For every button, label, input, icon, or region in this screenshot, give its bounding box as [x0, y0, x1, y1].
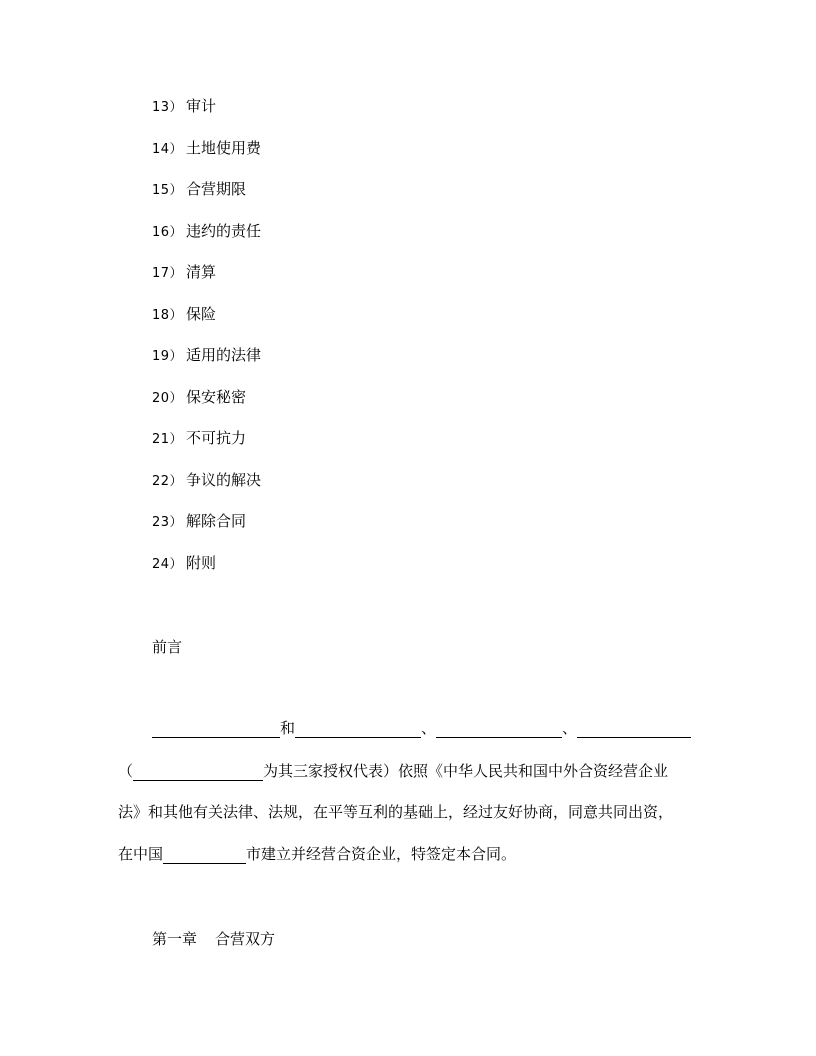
toc-item-number: 16） — [152, 224, 184, 240]
toc-item-label: 土地使用费 — [186, 138, 262, 157]
toc-item-label: 清算 — [186, 263, 217, 281]
toc-item-label: 保险 — [186, 304, 217, 323]
preface-line-4 — [118, 844, 516, 864]
toc-item-number: 19） — [152, 349, 184, 364]
toc-item — [152, 387, 261, 429]
toc-item — [152, 221, 261, 263]
toc-item-number: 18） — [152, 307, 184, 323]
line-text: 法》和其他有关法律、法规，在平等互利的基础上，经过友好协商，同意共同出资， — [118, 803, 674, 821]
separator: 、 — [562, 719, 578, 737]
separator: 、 — [421, 719, 437, 737]
representative-blank[interactable] — [133, 763, 263, 781]
toc-item-label: 争议的解决 — [186, 470, 262, 489]
toc-item — [152, 470, 261, 512]
toc-item — [152, 96, 261, 138]
chapter-number: 第一章 — [152, 930, 198, 948]
toc-item — [152, 511, 261, 553]
toc-item-number: 23） — [152, 515, 184, 530]
table-of-contents — [152, 96, 261, 594]
toc-item-number: 24） — [152, 556, 184, 572]
toc-item-label: 审计 — [186, 97, 217, 115]
toc-item-number: 17） — [152, 266, 184, 281]
toc-item — [152, 262, 261, 304]
toc-item-label: 违约的责任 — [186, 221, 262, 240]
chapter-heading — [152, 929, 275, 949]
open-paren: （ — [118, 762, 134, 780]
preface-line-1 — [152, 718, 691, 738]
toc-item-label: 解除合同 — [186, 512, 247, 530]
toc-item-number: 22） — [152, 473, 184, 489]
city-blank[interactable] — [163, 846, 246, 864]
party-d-blank[interactable] — [577, 720, 691, 738]
toc-item — [152, 428, 261, 470]
toc-item — [152, 304, 261, 346]
line-text: 为其三家授权代表）依照《中华人民共和国中外合资经营企业 — [263, 762, 669, 780]
toc-item-number: 20） — [152, 390, 184, 406]
line-text: 在中国 — [118, 845, 164, 863]
toc-item-label: 保安秘密 — [186, 387, 247, 406]
toc-item-number: 21） — [152, 432, 184, 447]
toc-item — [152, 138, 261, 180]
preface-title: 前言 — [152, 638, 183, 656]
line-text: 市建立并经营合资企业，特签定本合同。 — [246, 845, 517, 863]
preface-line-2 — [118, 761, 668, 781]
toc-item — [152, 345, 261, 387]
toc-item — [152, 179, 261, 221]
party-b-blank[interactable] — [295, 720, 421, 738]
toc-item-number: 15） — [152, 183, 184, 198]
chapter-title: 合营双方 — [215, 930, 276, 948]
toc-item-number: 13） — [152, 100, 184, 115]
toc-item-label: 合营期限 — [186, 180, 247, 198]
and-text: 和 — [280, 719, 296, 737]
toc-item-label: 附则 — [186, 553, 217, 572]
party-c-blank[interactable] — [436, 720, 562, 738]
toc-item — [152, 553, 261, 595]
toc-item-label: 适用的法律 — [186, 346, 262, 364]
toc-item-label: 不可抗力 — [186, 429, 247, 447]
toc-item-number: 14） — [152, 141, 184, 157]
preface-line-3 — [118, 802, 673, 822]
party-a-blank[interactable] — [152, 720, 280, 738]
